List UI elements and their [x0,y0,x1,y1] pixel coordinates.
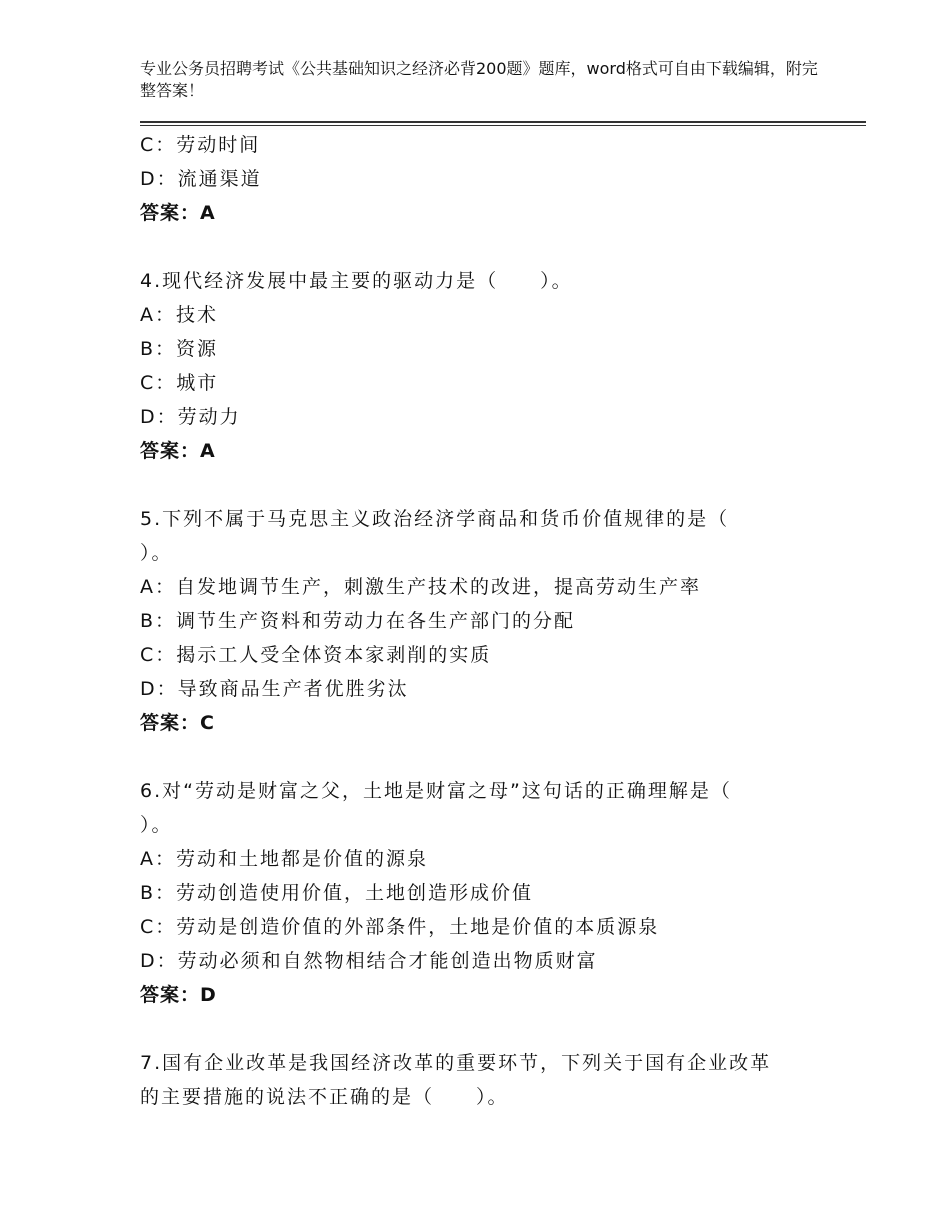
spacer [140,230,820,264]
question-7 [140,1046,820,1114]
question-stem-line-2: ）。 [140,814,173,836]
option-d: D：导致商品生产者优胜劣汰 [140,678,409,700]
question-5 [140,502,820,740]
option-c: C：揭示工人受全体资本家剥削的实质 [140,644,492,666]
question-6 [140,774,820,1012]
header-rule-thick [140,121,866,123]
question-content [140,128,820,1114]
option-c: C：劳动时间 [140,134,261,156]
option-a: A：劳动和土地都是价值的源泉 [140,848,428,870]
option-a: A：自发地调节生产，刺激生产技术的改进，提高劳动生产率 [140,576,701,598]
question-stem: 4.现代经济发展中最主要的驱动力是（ ）。 [140,270,573,292]
option-c: C：城市 [140,372,219,394]
option-a: A：技术 [140,304,218,326]
question-stem-line-2: 的主要措施的说法不正确的是（ ）。 [140,1086,509,1108]
spacer [140,1012,820,1046]
option-d: D：流通渠道 [140,168,262,190]
question-stem-line-1: 5.下列不属于马克思主义政治经济学商品和货币价值规律的是（ [140,508,730,530]
header-rule-thin [140,125,866,126]
question-stem-line-1: 6.对“劳动是财富之父，土地是财富之母”这句话的正确理解是（ [140,780,732,802]
answer: 答案：C [140,712,215,734]
option-b: B：劳动创造使用价值，土地创造形成价值 [140,882,534,904]
question-stem-line-1: 7.国有企业改革是我国经济改革的重要环节，下列关于国有企业改革 [140,1052,772,1074]
option-c: C：劳动是创造价值的外部条件，土地是价值的本质源泉 [140,916,660,938]
question-3 [140,128,820,230]
question-stem-line-2: ）。 [140,542,173,564]
option-d: D：劳动力 [140,406,241,428]
answer: 答案：A [140,202,216,224]
spacer [140,740,820,774]
answer: 答案：D [140,984,217,1006]
option-b: B：调节生产资料和劳动力在各生产部门的分配 [140,610,576,632]
option-d: D：劳动必须和自然物相结合才能创造出物质财富 [140,950,598,972]
page-header: 专业公务员招聘考试《公共基础知识之经济必背200题》题库，word格式可自由下载编辑，附完整答案！ [140,59,818,100]
spacer [140,468,820,502]
question-4 [140,264,820,468]
answer: 答案：A [140,440,216,462]
option-b: B：资源 [140,338,219,360]
